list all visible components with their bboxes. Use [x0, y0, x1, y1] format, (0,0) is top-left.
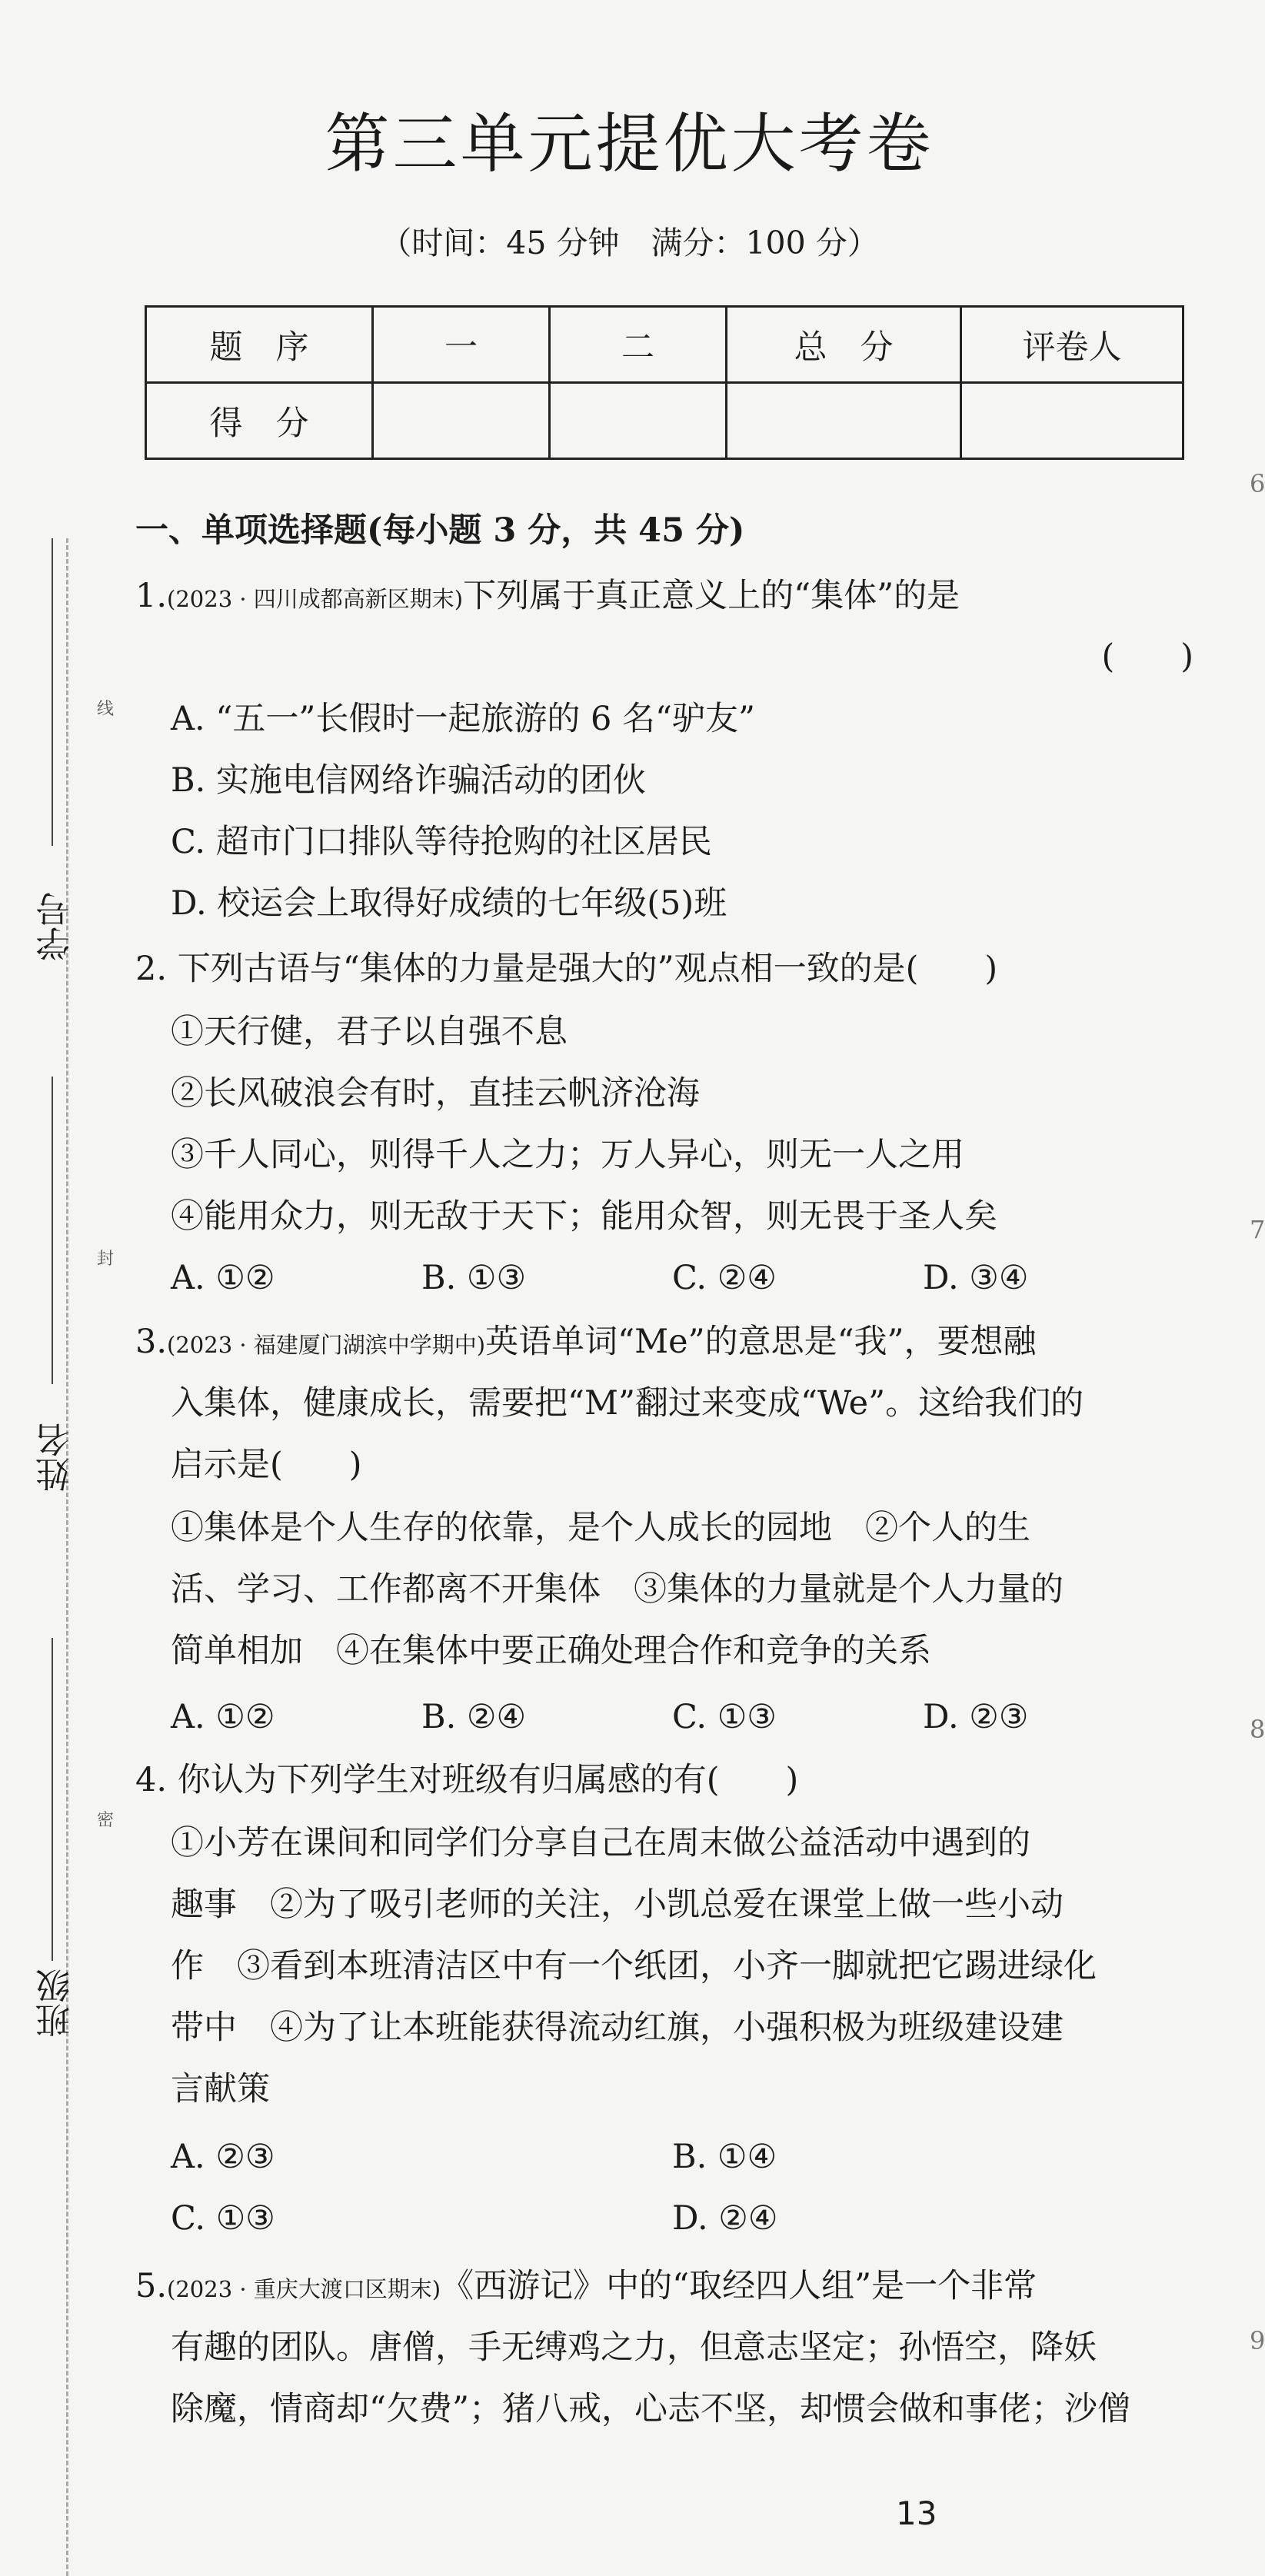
question-text: 启示是( ) — [171, 1446, 362, 1484]
student-id-label: 学号 — [35, 892, 76, 961]
option-c[interactable]: C. ②④ — [672, 1259, 777, 1297]
exam-time-info: （时间：45 分钟 满分：100 分） — [380, 225, 879, 261]
question-text: 英语单词“Me”的意思是“我”，要想融 — [485, 1323, 1037, 1361]
option-b[interactable]: B. ①③ — [421, 1259, 527, 1297]
table-header-cell: 评卷人 — [961, 307, 1183, 383]
statement-item: ④能用众力，则无敌于天下；能用众智，则无畏于圣人矣 — [171, 1197, 997, 1236]
option-c[interactable]: C. ①③ — [672, 1698, 777, 1736]
statement-item: ①天行健，君子以自强不息 — [171, 1013, 568, 1051]
binding-dashed-line — [66, 538, 68, 2576]
class-blank[interactable] — [52, 1638, 53, 1961]
score-cell[interactable] — [373, 383, 550, 459]
option-b[interactable]: B. ①④ — [672, 2138, 777, 2176]
statement-item: ②长风破浪会有时，直挂云帆济沧海 — [171, 1074, 700, 1113]
question-1-stem — [135, 573, 960, 622]
name-label: 姓名 — [35, 1423, 76, 1492]
table-header-cell: 二 — [550, 307, 727, 383]
page-number: 13 — [896, 2494, 937, 2532]
option-b[interactable]: B. ②④ — [421, 1698, 527, 1736]
seal-mark: 封 — [97, 1250, 115, 1269]
edge-mark: 6 — [1250, 469, 1265, 498]
option-a[interactable]: A. ①② — [171, 1259, 275, 1297]
question-number: 1. — [135, 577, 168, 615]
option-d[interactable]: D. ②③ — [923, 1698, 1029, 1736]
statement-item: ①小芳在课间和同学们分享自己在周末做公益活动中遇到的 — [171, 1824, 1030, 1862]
question-5-stem — [135, 2263, 1037, 2312]
score-cell[interactable] — [550, 383, 727, 459]
score-cell[interactable] — [727, 383, 961, 459]
statement-item: 活、学习、工作都离不开集体 ③集体的力量就是个人力量的 — [171, 1570, 1064, 1609]
answer-bracket[interactable]: ( ) — [1101, 637, 1193, 676]
question-text: 入集体，健康成长，需要把“M”翻过来变成“We”。这给我们的 — [171, 1384, 1084, 1423]
table-row — [146, 307, 1183, 383]
statement-item: ③千人同心，则得千人之力；万人异心，则无一人之用 — [171, 1136, 964, 1174]
question-number: 5. — [135, 2267, 168, 2305]
question-text: 除魔，情商却“欠费”；猪八戒，心志不坚，却惯会做和事佬；沙僧 — [171, 2390, 1130, 2428]
table-row — [146, 383, 1183, 459]
question-text: 《西游记》中的“取经四人组”是一个非常 — [441, 2267, 1037, 2305]
close-mark: 密 — [97, 1811, 115, 1830]
question-source: (2023 · 四川成都高新区期末) — [167, 586, 464, 612]
statement-item: ①集体是个人生存的依靠，是个人成长的园地 ②个人的生 — [171, 1509, 1030, 1547]
question-2-stem: 2. 下列古语与“集体的力量是强大的”观点相一致的是( ) — [135, 950, 998, 988]
line-mark: 线 — [97, 700, 115, 719]
question-text: 有趣的团队。唐僧，手无缚鸡之力，但意志坚定；孙悟空，降妖 — [171, 2328, 1097, 2367]
question-source: (2023 · 重庆大渡口区期末) — [167, 2276, 441, 2302]
question-4-stem: 4. 你认为下列学生对班级有归属感的有( ) — [135, 1761, 799, 1799]
table-header-cell: 题 序 — [146, 307, 373, 383]
table-header-cell: 总 分 — [727, 307, 961, 383]
page-title: 第三单元提优大考卷 — [325, 106, 934, 181]
score-cell[interactable] — [961, 383, 1183, 459]
section-heading: 一、单项选择题(每小题 3 分，共 45 分) — [135, 511, 745, 550]
question-text: 下列属于真正意义上的“集体”的是 — [463, 577, 960, 615]
statement-item: 简单相加 ④在集体中要正确处理合作和竞争的关系 — [171, 1632, 931, 1670]
statement-item: 言献策 — [171, 2070, 270, 2108]
option-d[interactable]: D. ②④ — [672, 2199, 778, 2238]
table-header-cell: 一 — [373, 307, 550, 383]
edge-mark: 9 — [1250, 2326, 1265, 2355]
statement-item: 作 ③看到本班清洁区中有一个纸团，小齐一脚就把它踢进绿化 — [171, 1947, 1097, 1985]
option-c[interactable]: C. 超市门口排队等待抢购的社区居民 — [171, 823, 712, 861]
statement-item: 趣事 ②为了吸引老师的关注，小凯总爱在课堂上做一些小动 — [171, 1885, 1064, 1924]
option-a[interactable]: A. ①② — [171, 1698, 275, 1736]
option-a[interactable]: A. ②③ — [171, 2138, 275, 2176]
statement-item: 带中 ④为了让本班能获得流动红旗，小强积极为班级建设建 — [171, 2009, 1064, 2047]
question-source: (2023 · 福建厦门湖滨中学期中) — [167, 1332, 486, 1358]
option-c[interactable]: C. ①③ — [171, 2199, 275, 2238]
student-id-blank[interactable] — [52, 538, 53, 846]
option-d[interactable]: D. 校运会上取得好成绩的七年级(5)班 — [171, 884, 727, 923]
option-a[interactable]: A. “五一”长假时一起旅游的 6 名“驴友” — [171, 700, 756, 738]
name-blank[interactable] — [52, 1077, 53, 1384]
option-b[interactable]: B. 实施电信网络诈骗活动的团伙 — [171, 761, 646, 800]
question-number: 3. — [135, 1323, 168, 1361]
score-table — [145, 305, 1184, 460]
question-3-stem — [135, 1319, 1037, 1368]
edge-mark: 8 — [1250, 1715, 1265, 1744]
table-row-label: 得 分 — [146, 383, 373, 459]
class-label: 班级 — [35, 1969, 76, 2038]
edge-mark: 7 — [1250, 1215, 1265, 1244]
option-d[interactable]: D. ③④ — [923, 1259, 1029, 1297]
